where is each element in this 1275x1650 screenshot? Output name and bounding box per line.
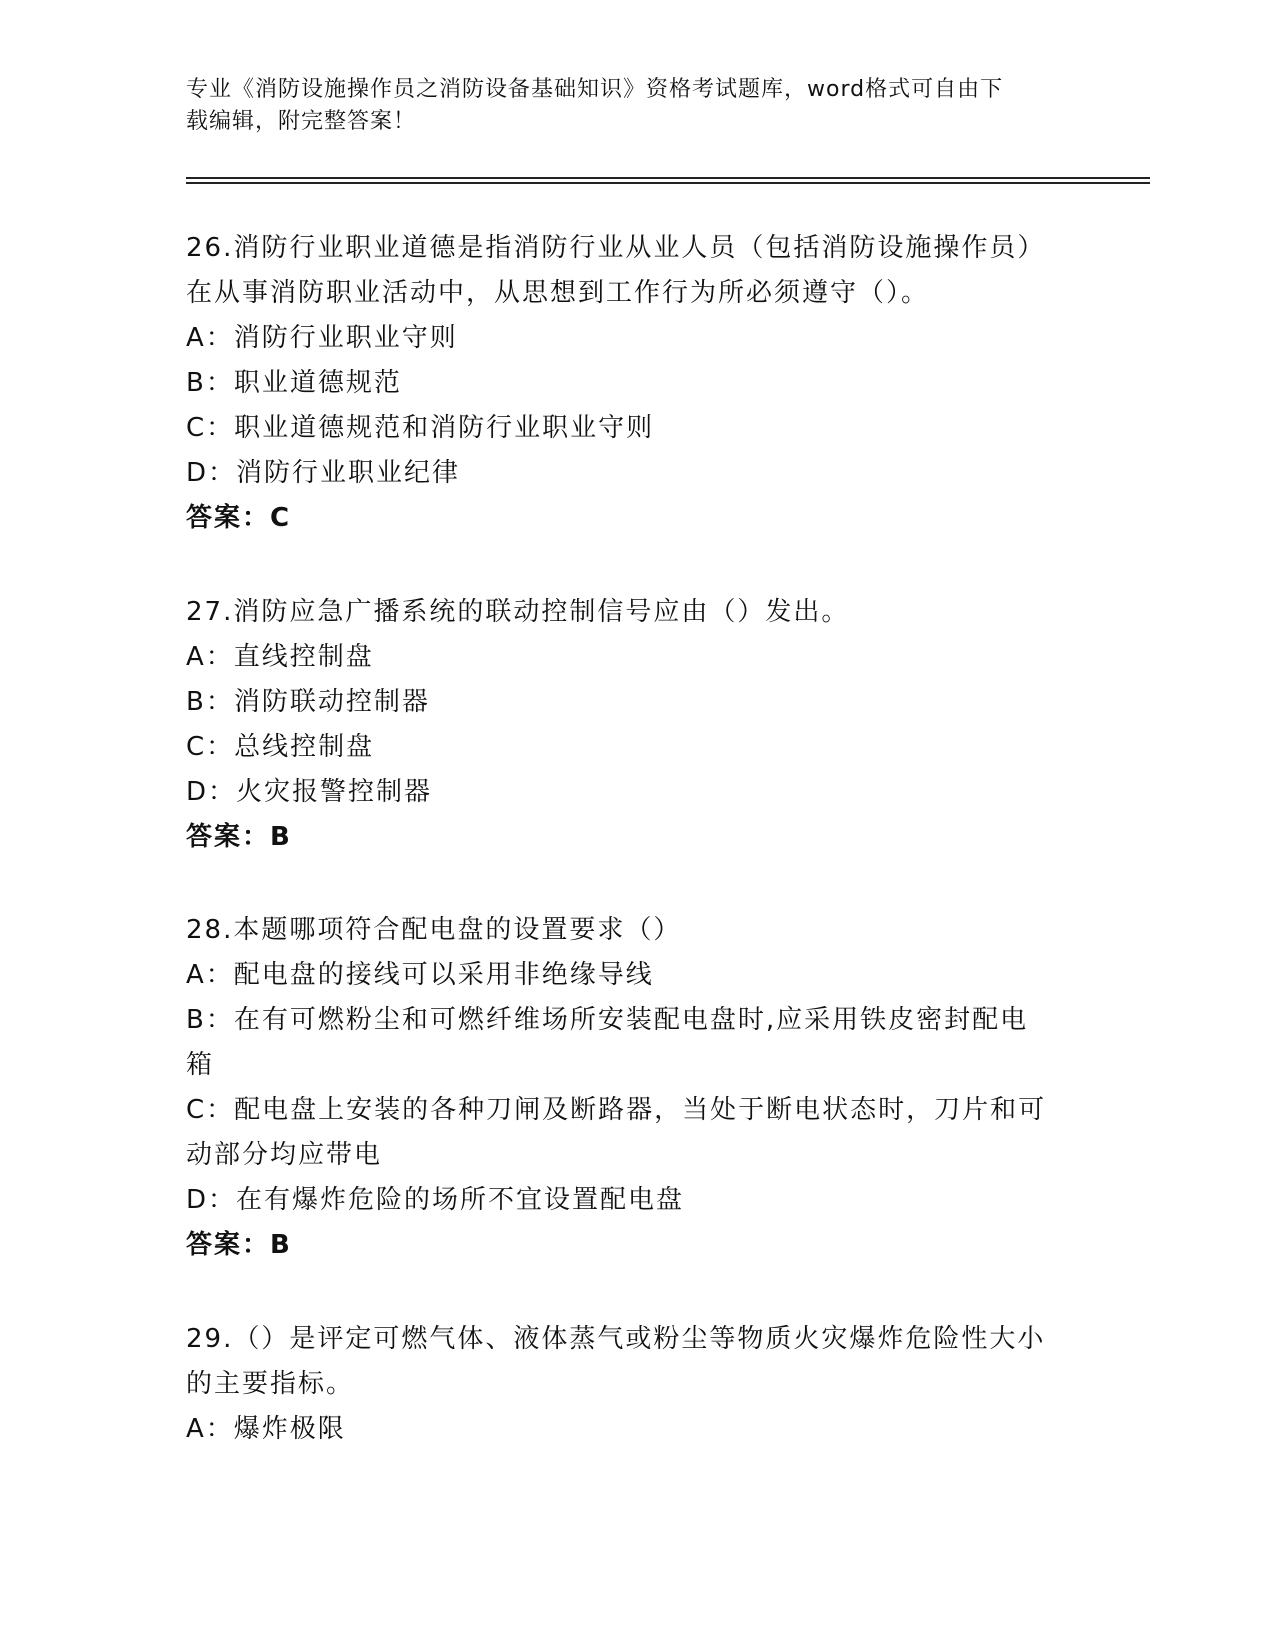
answer-label: 答案：C xyxy=(186,503,292,533)
option-b-continued: 箱 xyxy=(186,1050,215,1080)
question-text: 28.本题哪项符合配电盘的设置要求（） xyxy=(186,915,682,945)
question-text: 26.消防行业职业道德是指消防行业从业人员（包括消防设施操作员） xyxy=(186,233,1046,263)
question-29 xyxy=(186,1317,1086,1452)
header-divider-bottom xyxy=(186,182,1150,184)
question-26 xyxy=(186,226,1086,541)
option-a: A：直线控制盘 xyxy=(186,642,374,672)
option-a: A：消防行业职业守则 xyxy=(186,323,458,353)
question-text: 29.（）是评定可燃气体、液体蒸气或粉尘等物质火灾爆炸危险性大小 xyxy=(186,1324,1046,1354)
document-header xyxy=(186,74,1066,138)
question-text: 的主要指标。 xyxy=(186,1369,355,1399)
option-b: B：职业道德规范 xyxy=(186,368,402,398)
answer-label: 答案：B xyxy=(186,1230,292,1260)
option-c-continued: 动部分均应带电 xyxy=(186,1140,383,1170)
option-b: B：消防联动控制器 xyxy=(186,687,430,717)
option-c: C：配电盘上安装的各种刀闸及断路器，当处于断电状态时，刀片和可 xyxy=(186,1095,1047,1125)
option-d: D：火灾报警控制器 xyxy=(186,777,433,807)
option-d: D：消防行业职业纪律 xyxy=(186,458,461,488)
question-text: 在从事消防职业活动中，从思想到工作行为所必须遵守（）。 xyxy=(186,278,930,308)
answer-label: 答案：B xyxy=(186,822,292,852)
option-d: D：在有爆炸危险的场所不宜设置配电盘 xyxy=(186,1185,685,1215)
option-b: B：在有可燃粉尘和可燃纤维场所安装配电盘时,应采用铁皮密封配电 xyxy=(186,1005,1029,1035)
option-c: C：职业道德规范和消防行业职业守则 xyxy=(186,413,655,443)
header-line-2: 载编辑，附完整答案！ xyxy=(186,109,417,134)
question-28 xyxy=(186,908,1086,1268)
header-line-1: 专业《消防设施操作员之消防设备基础知识》资格考试题库，word格式可自由下 xyxy=(186,77,1004,102)
option-a: A：配电盘的接线可以采用非绝缘导线 xyxy=(186,960,654,990)
question-27 xyxy=(186,590,1086,860)
option-c: C：总线控制盘 xyxy=(186,732,375,762)
header-divider-top xyxy=(186,177,1150,179)
option-a: A：爆炸极限 xyxy=(186,1414,346,1444)
question-text: 27.消防应急广播系统的联动控制信号应由（）发出。 xyxy=(186,597,850,627)
